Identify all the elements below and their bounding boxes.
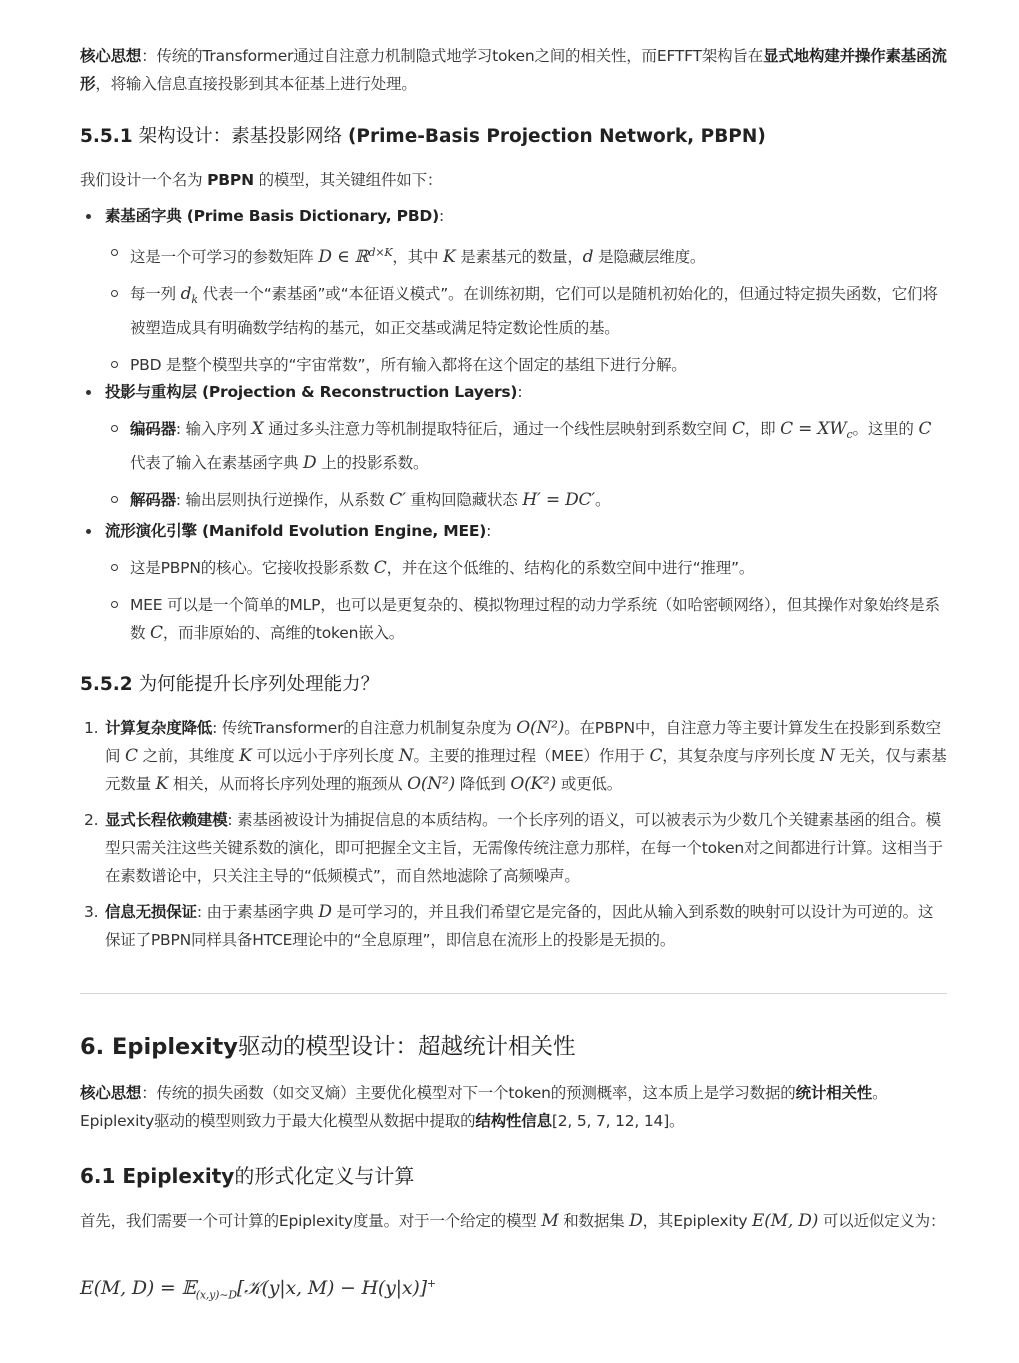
- mee-label-en: (Manifold Evolution Engine, MEE): [202, 522, 487, 540]
- text: : 输入序列: [175, 420, 252, 438]
- heading-number: 5.5.1: [80, 126, 133, 147]
- intro-text-end: ，将输入信息直接投影到其本征基上进行处理。: [95, 75, 417, 93]
- bold-text: 统计相关性: [795, 1084, 873, 1102]
- heading-en: (Prime-Basis Projection Network, PBPN): [347, 126, 766, 147]
- heading-cn: 为何能提升长序列处理能力？: [132, 674, 380, 695]
- text: PBD 是整个模型共享的“宇宙常数”，所有输入都将在这个固定的基组下进行分解。: [130, 356, 687, 375]
- math: K: [155, 774, 169, 794]
- heading-number: 5.5.2: [80, 674, 133, 695]
- list-item: [105, 280, 947, 342]
- text: ，其复杂度与序列长度: [662, 747, 821, 765]
- reason-label: 信息无损保证: [105, 903, 197, 921]
- text: : 由于素基函字典: [196, 903, 319, 921]
- math: N: [398, 746, 414, 766]
- pbpn-bold: PBPN: [207, 171, 254, 189]
- formula-lhs: E(M, D) = 𝔼: [80, 1277, 196, 1299]
- math: d: [582, 247, 594, 268]
- math: C: [150, 623, 163, 643]
- core-idea-2: [80, 1079, 947, 1135]
- text: 这是PBPN的核心。它接收投影系数: [130, 559, 374, 577]
- text: 无关，仅与素基元数量: [105, 747, 947, 793]
- text: 是隐藏层维度。: [593, 248, 706, 267]
- text: 每一列: [130, 285, 181, 304]
- math: H′ = DC′: [522, 490, 595, 511]
- text: 通过多头注意力等机制提取特征后，通过一个线性层映射到系数空间: [263, 420, 732, 438]
- text: 上的投影系数。: [316, 454, 429, 473]
- item-number: 3.: [84, 903, 99, 921]
- math: X: [251, 419, 264, 439]
- encoder-label: 编码器: [130, 420, 176, 438]
- text: 和数据集: [558, 1212, 630, 1230]
- text: ，并在这个低维的、结构化的系数空间中进行“推理”。: [386, 559, 755, 577]
- pbd-label: 素基函字典: [105, 207, 187, 225]
- section-divider: [80, 993, 947, 994]
- text: : 输出层则执行逆操作，从系数: [175, 491, 390, 510]
- math: C: [731, 419, 745, 439]
- text: ，即: [744, 420, 781, 438]
- core-idea-label: 核心思想: [80, 1084, 142, 1102]
- text: ，其Epiplexity: [642, 1212, 753, 1230]
- text: 。主要的推理过程（MEE）作用于: [413, 747, 650, 765]
- epiplexity-formula: [80, 1270, 947, 1310]
- math-sub: k: [191, 293, 198, 307]
- text: MEE 可以是一个简单的MLP，也可以是更复杂的、模拟物理过程的动力学系统（如哈密顿网络），但其操作对象始终是系数: [130, 596, 940, 642]
- math: E(M, D): [752, 1211, 819, 1231]
- list-item-encoder: [105, 415, 947, 477]
- list-item-pbd: [80, 202, 947, 379]
- pbpn-intro: [80, 166, 947, 194]
- proj-list: [80, 378, 947, 514]
- math: K: [443, 247, 456, 268]
- text: ：传统的损失函数（如交叉熵）主要优化模型对下一个token的预测概率，这本质上是学习数据的: [141, 1084, 796, 1102]
- item-number: 1.: [84, 719, 99, 737]
- list-item-proj: [80, 378, 947, 514]
- text: 重构回隐藏状态: [405, 491, 523, 510]
- text: : 素基函被设计为捕捉信息的本质结构。一个长序列的语义，可以被表示为少数几个关键素基函的组合。模型只需关注这些关键系数的演化，即可把握全文主旨，无需像传统注意力那样，在每一个token对之间都进行计算。这相当于在素数谱论中，只关注主导的“低频模式”，而自然地滤除了高频噪声。: [105, 811, 943, 885]
- heading-cn: 架构设计：素基投影网络: [132, 126, 348, 147]
- heading-en: 6.1 Epiplexity: [80, 1164, 235, 1188]
- text: 首先，我们需要一个可计算的Epiplexity度量。对于一个给定的模型: [80, 1212, 542, 1230]
- heading-6: [80, 1030, 947, 1064]
- math: D: [629, 1211, 643, 1231]
- math: C: [918, 419, 932, 439]
- text: 。在PBPN中，自注意力等主要计算发生在投影到系数空间: [105, 719, 941, 765]
- components-list: [80, 202, 947, 379]
- math-sub: c: [846, 428, 853, 442]
- math: M: [541, 1211, 559, 1231]
- intro-text: ：传统的Transformer通过自注意力机制隐式地学习token之间的相关性，而EFTFT架构旨在: [141, 47, 764, 65]
- text: 我们设计一个名为: [80, 171, 208, 189]
- math: O(N²): [407, 774, 456, 794]
- math: K: [239, 746, 252, 766]
- math: C: [125, 746, 138, 766]
- text: 降低到: [455, 775, 511, 793]
- math: D: [303, 453, 317, 474]
- mee-list: [80, 517, 947, 647]
- list-item-decoder: [105, 486, 947, 514]
- text: 代表了输入在素基函字典: [130, 454, 304, 473]
- math: C: [649, 746, 663, 766]
- text: 或更低。: [556, 775, 623, 793]
- reason-item: [80, 714, 947, 798]
- formula-sup: +: [426, 1277, 436, 1290]
- text: 。这里的: [852, 420, 919, 438]
- math: N: [820, 746, 835, 766]
- text: ，而非原始的、高维的token嵌入。: [162, 624, 405, 642]
- colon: :: [517, 383, 523, 401]
- text: 可以远小于序列长度: [251, 747, 399, 765]
- text: ，其中: [392, 248, 444, 267]
- reason-label: 计算复杂度降低: [105, 719, 213, 737]
- text: 的模型，其关键组件如下：: [253, 171, 443, 189]
- math: C: [373, 558, 387, 578]
- math: D ∈ ℝ: [318, 247, 369, 268]
- math: D: [318, 902, 332, 922]
- heading-en: 6. Epiplexity: [80, 1034, 238, 1060]
- text: 可以近似定义为：: [818, 1212, 946, 1230]
- text: 是可学习的，并且我们希望它是完备的，因此从输入到系数的映射可以设计为可逆的。这保证了PBPN同样具备HTCE理论中的“全息原理”，即信息在流形上的投影是无损的。: [105, 903, 934, 949]
- math: O(N²): [516, 718, 565, 738]
- list-item: [105, 351, 947, 379]
- reason-item: [80, 898, 947, 954]
- math: d: [180, 284, 192, 305]
- text: 。: [594, 491, 611, 510]
- pbd-label-en: (Prime Basis Dictionary, PBD): [186, 207, 439, 225]
- proj-label: 投影与重构层: [105, 383, 202, 401]
- heading-cn: 的形式化定义与计算: [234, 1164, 415, 1188]
- list-item: [105, 554, 947, 582]
- math: C′: [389, 490, 406, 511]
- list-item: [105, 239, 947, 271]
- colon: :: [486, 522, 492, 540]
- list-item: [105, 591, 947, 647]
- math: C = XW: [780, 419, 847, 439]
- reason-item: [80, 806, 947, 890]
- formula-rhs: [𝒦(y|x, M) − H(y|x)]: [236, 1277, 427, 1299]
- heading-5-5-1: [80, 122, 947, 152]
- decoder-label: 解码器: [130, 491, 176, 510]
- text: 这是一个可学习的参数矩阵: [130, 248, 319, 267]
- item-number: 2.: [84, 811, 99, 829]
- core-idea-label: 核心思想: [80, 47, 142, 65]
- colon: :: [438, 207, 445, 225]
- text: 相关，从而将长序列处理的瓶颈从: [168, 775, 408, 793]
- heading-6-1: [80, 1161, 947, 1191]
- heading-5-5-2: [80, 670, 947, 700]
- proj-label-en: (Projection & Reconstruction Layers): [202, 383, 518, 401]
- math-sup: d×K: [368, 246, 393, 259]
- text: 之前，其维度: [137, 747, 240, 765]
- intro-paragraph: [80, 42, 947, 98]
- list-item-mee: [80, 517, 947, 647]
- bold-text: 结构性信息: [475, 1112, 552, 1130]
- intro-bold: 显式地构建并操作素基函流形: [80, 47, 947, 93]
- reason-label: 显式长程依赖建模: [105, 811, 228, 829]
- heading-cn: 驱动的模型设计：超越统计相关性: [237, 1034, 576, 1060]
- text: 是素基元的数量，: [455, 248, 583, 267]
- reasons-list: [80, 714, 947, 954]
- citation-text: [2, 5, 7, 12, 14]。: [551, 1112, 685, 1130]
- mee-label: 流形演化引擎: [105, 522, 202, 540]
- text: 。Epiplexity驱动的模型则致力于最大化模型从数据中提取的: [80, 1084, 888, 1130]
- text: : 传统Transformer的自注意力机制复杂度为: [212, 719, 517, 737]
- text: 代表一个“素基函”或“本征语义模式”。在训练初期，它们可以是随机初始化的，但通过特定损失函数，它们将被塑造成具有明确数学结构的基元，如正交基或满足特定数论性质的基。: [130, 285, 938, 338]
- math: O(K²): [510, 774, 557, 794]
- definition-paragraph: [80, 1207, 947, 1235]
- formula-sub: (x,y)∼D: [195, 1288, 237, 1302]
